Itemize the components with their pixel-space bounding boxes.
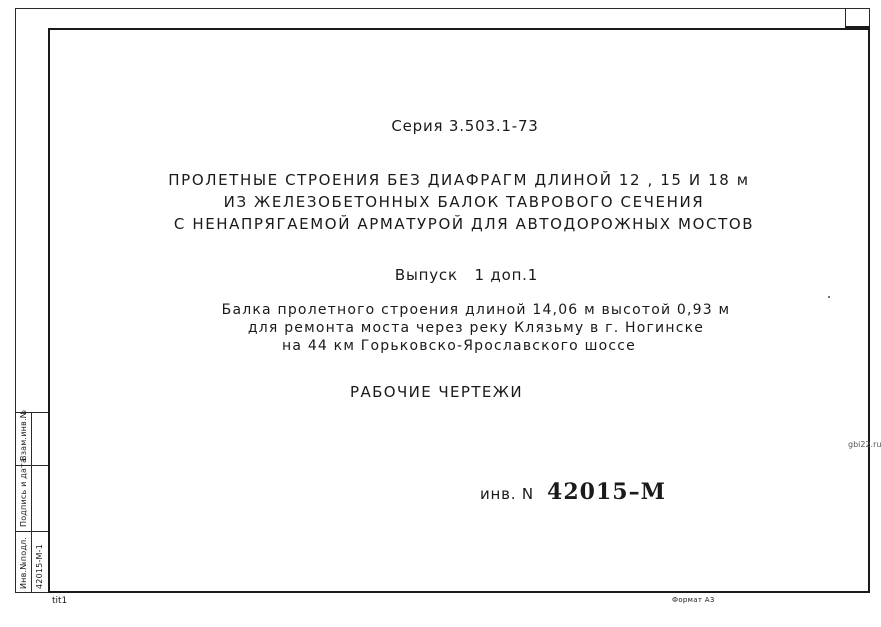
series-label: Серия 3.503.1-73	[391, 117, 539, 135]
description-line-1: Балка пролетного строения длиной 14,06 м высотой 0,93 м	[221, 302, 731, 318]
side-stamp-column-divider	[31, 413, 32, 593]
title-line-1: ПРОЛЕТНЫЕ СТРОЕНИЯ БЕЗ ДИАФРАГМ ДЛИНОЙ 12 , 15 И 18 м	[168, 171, 750, 189]
watermark: gbi22.ru	[848, 440, 881, 449]
inventory-label: инв. N	[480, 485, 534, 503]
title-line-2: ИЗ ЖЕЛЕЗОБЕТОННЫХ БАЛОК ТАВРОВОГО СЕЧЕНИЯ	[223, 193, 705, 211]
signature-date-label: Подпись и дата	[19, 457, 28, 527]
scan-speck	[828, 296, 830, 298]
side-stamp-row-divider	[15, 531, 48, 532]
description-line-2: для ремонта моста через реку Клязьму в г. Ногинске	[247, 320, 705, 336]
corner-stamp-box	[845, 8, 870, 28]
title-line-3: С НЕНАПРЯГАЕМОЙ АРМАТУРОЙ ДЛЯ АВТОДОРОЖНЫХ МОСТОВ	[173, 215, 755, 233]
sheet-code: tit1	[52, 596, 68, 606]
issue-label: Выпуск 1 доп.1	[394, 266, 539, 284]
inv-original-label: Инв.№подл.	[19, 536, 28, 589]
paper-format: Формат А3	[672, 596, 715, 604]
drawing-type-label: РАБОЧИЕ ЧЕРТЕЖИ	[350, 383, 523, 401]
inventory-number-row	[480, 479, 666, 505]
side-stamp	[15, 409, 48, 593]
inv-original-value: 42015-М-1	[35, 543, 44, 589]
description-line-3: на 44 км Горьковско-Ярославского шоссе	[282, 338, 636, 354]
inventory-number: 42015–М	[547, 479, 666, 505]
replacement-inv-label: Взам.инв.№	[19, 409, 28, 461]
